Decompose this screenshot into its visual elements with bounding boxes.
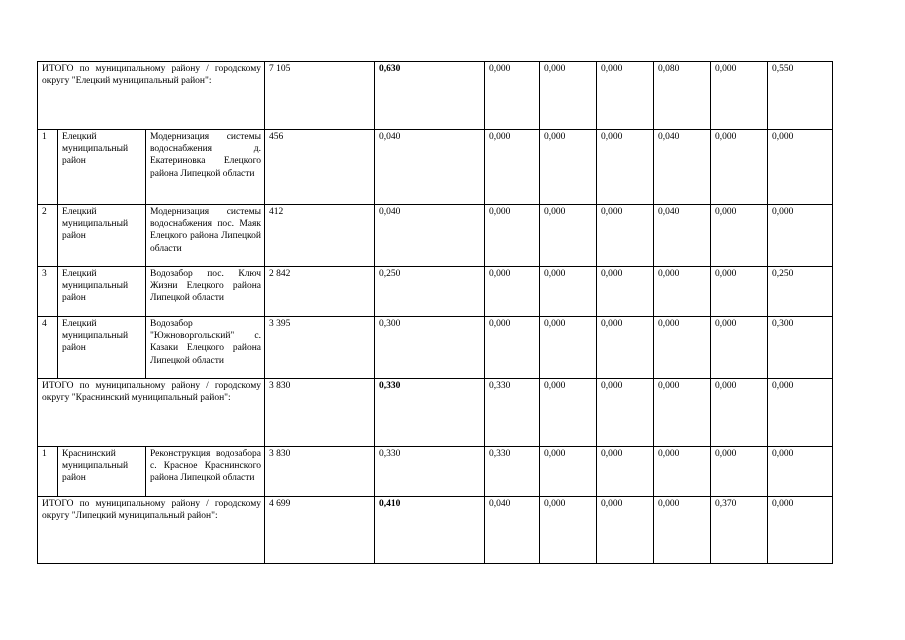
district-name: Елецкий муниципальный район — [58, 130, 146, 205]
value-cell: 0,040 — [375, 205, 485, 267]
value-cell: 0,040 — [654, 130, 711, 205]
value-cell: 0,250 — [375, 267, 485, 317]
value-cell: 0,330 — [375, 379, 485, 447]
value-cell: 0,000 — [711, 447, 768, 497]
value-cell: 0,000 — [711, 205, 768, 267]
value-cell: 0,040 — [654, 205, 711, 267]
value-cell: 0,000 — [711, 62, 768, 130]
value-cell: 0,000 — [597, 267, 654, 317]
district-name: Елецкий муниципальный район — [58, 317, 146, 379]
table-row — [38, 130, 833, 205]
value-cell: 0,000 — [711, 130, 768, 205]
total-row — [38, 497, 833, 564]
value-cell: 0,000 — [540, 130, 597, 205]
value-cell: 456 — [265, 130, 375, 205]
value-cell: 0,300 — [375, 317, 485, 379]
value-cell: 0,000 — [485, 130, 540, 205]
table-row — [38, 317, 833, 379]
value-cell: 0,000 — [654, 447, 711, 497]
value-cell: 0,040 — [375, 130, 485, 205]
value-cell: 0,000 — [597, 317, 654, 379]
value-cell: 0,330 — [485, 379, 540, 447]
value-cell: 0,000 — [768, 205, 833, 267]
table-row — [38, 447, 833, 497]
district-name: Елецкий муниципальный район — [58, 205, 146, 267]
value-cell: 0,550 — [768, 62, 833, 130]
value-cell: 0,000 — [540, 379, 597, 447]
value-cell: 0,000 — [597, 130, 654, 205]
value-cell: 0,250 — [768, 267, 833, 317]
district-name: Елецкий муниципальный район — [58, 267, 146, 317]
value-cell: 0,000 — [597, 62, 654, 130]
value-cell: 3 830 — [265, 379, 375, 447]
value-cell: 412 — [265, 205, 375, 267]
value-cell: 0,000 — [597, 205, 654, 267]
value-cell: 0,000 — [768, 497, 833, 564]
value-cell: 0,000 — [540, 317, 597, 379]
value-cell: 4 699 — [265, 497, 375, 564]
value-cell: 0,000 — [485, 267, 540, 317]
row-number: 1 — [38, 130, 58, 205]
value-cell: 0,630 — [375, 62, 485, 130]
value-cell: 2 842 — [265, 267, 375, 317]
value-cell: 0,000 — [654, 497, 711, 564]
value-cell: 0,330 — [485, 447, 540, 497]
value-cell: 0,000 — [485, 62, 540, 130]
value-cell: 0,000 — [597, 379, 654, 447]
total-row — [38, 379, 833, 447]
value-cell: 0,300 — [768, 317, 833, 379]
value-cell: 0,000 — [540, 62, 597, 130]
value-cell: 0,000 — [485, 205, 540, 267]
value-cell: 3 395 — [265, 317, 375, 379]
row-number: 3 — [38, 267, 58, 317]
value-cell: 0,370 — [711, 497, 768, 564]
object-name: Модернизация системы водоснабжения пос. Маяк Елецкого района Липецкой области — [146, 205, 265, 267]
total-label: ИТОГО по муниципальному району / городскому округу "Краснинский муниципальный район": — [38, 379, 265, 447]
total-label: ИТОГО по муниципальному району / городскому округу "Липецкий муниципальный район": — [38, 497, 265, 564]
row-number: 4 — [38, 317, 58, 379]
value-cell: 0,000 — [540, 447, 597, 497]
value-cell: 0,410 — [375, 497, 485, 564]
value-cell: 0,000 — [711, 317, 768, 379]
district-name: Краснинский муниципальный район — [58, 447, 146, 497]
object-name: Водозабор "Южноворгольский" с. Казаки Елецкого района Липецкой области — [146, 317, 265, 379]
value-cell: 0,000 — [768, 130, 833, 205]
value-cell: 0,000 — [540, 497, 597, 564]
value-cell: 0,000 — [597, 447, 654, 497]
row-number: 1 — [38, 447, 58, 497]
object-name: Модернизация системы водоснабжения д. Екатериновка Елецкого района Липецкой области — [146, 130, 265, 205]
object-name: Реконструкция водозабора с. Красное Краснинского района Липецкой области — [146, 447, 265, 497]
table-row — [38, 205, 833, 267]
value-cell: 0,000 — [654, 379, 711, 447]
object-name: Водозабор пос. Ключ Жизни Елецкого района Липецкой области — [146, 267, 265, 317]
water-supply-table — [37, 61, 833, 564]
value-cell: 0,000 — [540, 267, 597, 317]
total-label: ИТОГО по муниципальному району / городскому округу "Елецкий муниципальный район": — [38, 62, 265, 130]
value-cell: 0,040 — [485, 497, 540, 564]
table-row — [38, 267, 833, 317]
value-cell: 0,330 — [375, 447, 485, 497]
value-cell: 0,080 — [654, 62, 711, 130]
value-cell: 3 830 — [265, 447, 375, 497]
value-cell: 0,000 — [768, 379, 833, 447]
value-cell: 0,000 — [597, 497, 654, 564]
value-cell: 0,000 — [485, 317, 540, 379]
value-cell: 0,000 — [768, 447, 833, 497]
total-row — [38, 62, 833, 130]
row-number: 2 — [38, 205, 58, 267]
value-cell: 0,000 — [540, 205, 597, 267]
value-cell: 0,000 — [711, 267, 768, 317]
value-cell: 0,000 — [711, 379, 768, 447]
value-cell: 0,000 — [654, 317, 711, 379]
value-cell: 0,000 — [654, 267, 711, 317]
value-cell: 7 105 — [265, 62, 375, 130]
